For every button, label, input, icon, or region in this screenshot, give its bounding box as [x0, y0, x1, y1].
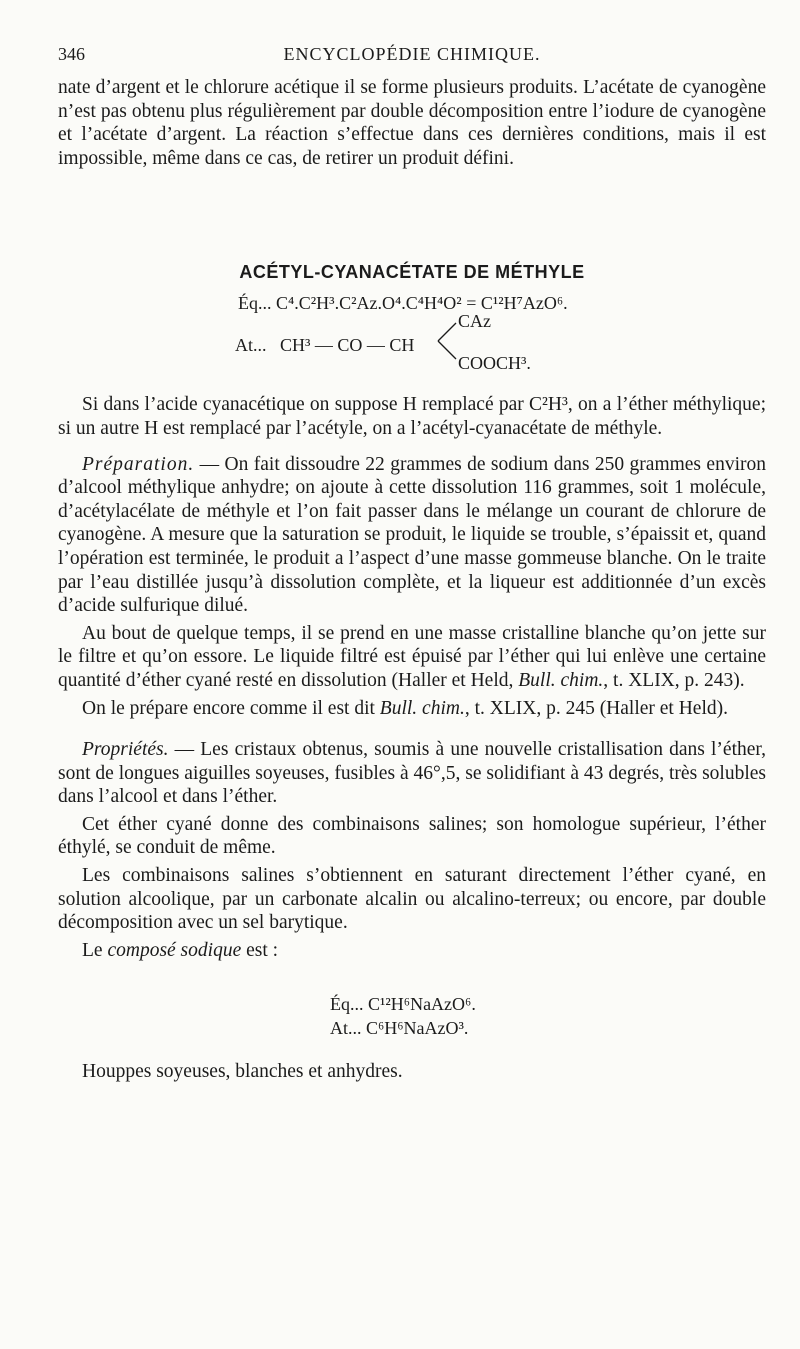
section-title: ACÉTYL-CYANACÉTATE DE MÉTHYLE [239, 262, 585, 283]
compose-suffix: est : [241, 939, 279, 961]
page-header [58, 38, 766, 68]
compose-sodique-term: composé sodique [107, 939, 242, 961]
page [58, 38, 766, 1084]
intro-paragraph: nate d’argent et le chlorure acétique il se forme plusieurs produits. L’acétate de cyanogène n’est pas obtenu plus régulièrement par double décomposition entre l’iodure de cyanogène et l’acétate d’argent. La réaction s’effectue dans ces dernières conditions, mais il est impossible, même dans ce cas, de retirer un produit défini. [58, 77, 766, 169]
atomic-formula-prefix: At... [235, 335, 267, 356]
branch-bond-lines [436, 315, 458, 365]
homologue-paragraph: Cet éther cyané donne des combinaisons salines; son homologue supérieur, l’éther éthylé, se conduit de même. [58, 813, 766, 859]
proprietes-heading: Propriétés. [82, 739, 169, 761]
running-title: ENCYCLOPÉDIE CHIMIQUE. [283, 44, 541, 64]
crystal-ref-rest: , t. XLIX, p. 243). [603, 669, 745, 691]
prepare-again-ref-journal: Bull. chim. [379, 697, 465, 719]
prepare-again-ref-rest: , t. XLIX, p. 245 (Haller et Held). [464, 697, 729, 719]
sodium-atomic-formula: At... C⁶H⁶NaAzO³. [330, 1018, 469, 1039]
branch-upper-group: CAz [458, 311, 491, 332]
proprietes-text: — Les cristaux obtenus, soumis à une nouvelle cristallisation dans l’éther, sont de longues aiguilles soyeuses, fusibles à 46°,5, se solidifiant à 43 degrés, très solubles dans l’alcool et dans l’éther. [58, 739, 766, 808]
compose-prefix: Le [82, 939, 108, 961]
page-number: 346 [58, 44, 85, 64]
prepare-again-paragraph [58, 697, 766, 721]
prepare-again-text: On le prépare encore comme il est dit [82, 697, 380, 719]
preparation-heading: Préparation. [82, 453, 195, 475]
formula-block [58, 283, 766, 375]
proprietes-paragraph [58, 738, 766, 809]
crystal-ref-journal: Bull. chim. [518, 669, 604, 691]
crystal-paragraph [58, 622, 766, 693]
final-paragraph: Houppes soyeuses, blanches et anhydres. [82, 1061, 403, 1083]
compose-sodique-paragraph [58, 939, 766, 963]
sodium-equivalent-formula: Éq... C¹²H⁶NaAzO⁶. [330, 994, 476, 1015]
preparation-text: — On fait dissoudre 22 grammes de sodium dans 250 grammes environ d’alcool méthylique anhydre; on ajoute à cette dissolution 116 grammes, soit 1 molécule, d’acétylacélate de méthyle et l’on fait passer dans le mélange un courant de chlorure de cyanogène. A mesure que la saturation se produit, le liquide se trouble, s’épaissit et, quand l’opération est terminée, le produit a l’aspect d’une masse gommeuse blanche. On le traite par l’eau distillée jusqu’à dissolution complète, et la liqueur est additionnée d’un excès d’acide sulfurique dilué. [58, 453, 766, 617]
branch-lower-group: COOCH³. [458, 353, 531, 374]
preparation-paragraph [58, 453, 766, 618]
atomic-formula-chain: CH³ — CO — CH [280, 335, 415, 356]
sodium-formulas [58, 992, 766, 1040]
salines-paragraph: Les combinaisons salines s’obtiennent en saturant directement l’éther cyané, en solution alcoolique, par un carbonate alcalin ou alcalino-terreux; ou encore, par double décomposition avec un sel barytique. [58, 865, 766, 934]
crystal-text: Au bout de quelque temps, il se prend en une masse cristalline blanche qu’on jette sur le filtre et qu’on essore. Le liquide filtré est épuisé par l’éther qui lui enlève une certaine quantité d’éther cyané resté en dissolution (Haller et Held, [58, 622, 766, 691]
equivalent-formula: Éq... C⁴.C²H³.C²Az.O⁴.C⁴H⁴O² = C¹²H⁷AzO⁶. [238, 293, 568, 314]
definition-paragraph: Si dans l’acide cyanacétique on suppose H remplacé par C²H³, on a l’éther méthylique; si un autre H est remplacé par l’acétyle, on a l’acétyl-cyanacétate de méthyle. [58, 394, 766, 439]
